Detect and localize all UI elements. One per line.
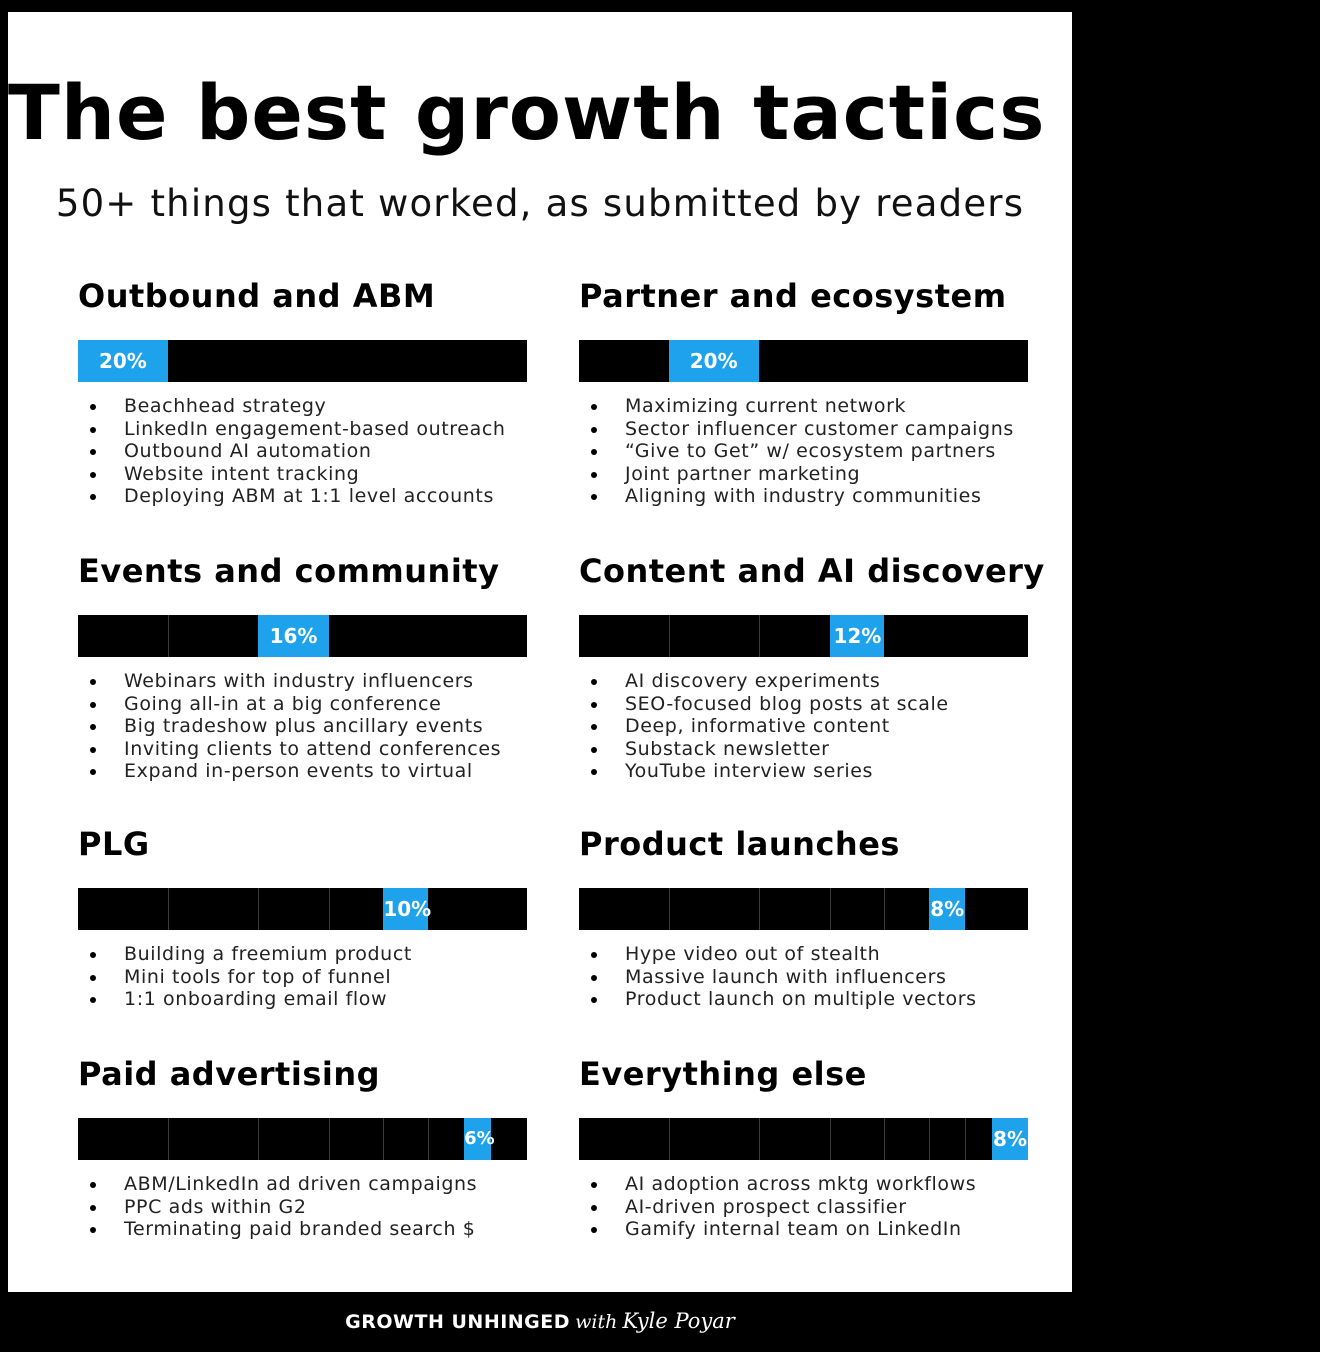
footer-banner — [0, 1292, 1080, 1350]
tactic-item — [579, 395, 1029, 418]
tactic-item — [579, 715, 1029, 738]
tactics-list — [579, 670, 1029, 783]
bullet-icon — [90, 952, 96, 958]
section-paid-advertising — [78, 1052, 528, 1241]
bar-divider — [168, 888, 169, 930]
tactic-item — [579, 485, 1029, 508]
section-title: PLG — [78, 825, 150, 863]
tactic-item — [579, 1173, 1029, 1196]
tactic-text: Maximizing current network — [625, 395, 907, 417]
section-title: Events and community — [78, 552, 500, 590]
share-bar — [78, 888, 527, 930]
bullet-icon — [90, 679, 96, 685]
share-highlight: 16% — [258, 615, 330, 657]
tactic-text: Mini tools for top of funnel — [124, 965, 392, 988]
share-bar — [78, 615, 527, 657]
tactic-item — [579, 738, 1029, 761]
section-everything-else — [579, 1052, 1029, 1241]
bar-divider — [258, 1118, 259, 1160]
tactic-item — [579, 440, 1029, 463]
bullet-icon — [591, 769, 597, 775]
bar-divider — [329, 888, 330, 930]
bullet-icon — [90, 494, 96, 500]
tactic-item — [78, 715, 528, 738]
tactic-text: 1:1 onboarding email flow — [124, 988, 388, 1010]
share-highlight: 12% — [830, 615, 884, 657]
share-highlight: 10% — [383, 888, 428, 930]
bar-divider — [669, 888, 670, 930]
tactic-text: PPC ads within G2 — [124, 1195, 307, 1218]
bar-divider — [428, 1118, 429, 1160]
tactic-text: “Give to Get” w/ ecosystem partners — [625, 440, 996, 462]
section-title: Product launches — [579, 825, 900, 863]
bullet-icon — [591, 747, 597, 753]
tactic-item — [579, 418, 1029, 441]
tactic-text: Sector influencer customer campaigns — [625, 417, 1014, 440]
bullet-icon — [90, 472, 96, 478]
share-bar — [78, 340, 527, 382]
bullet-icon — [90, 747, 96, 753]
section-partner-and-ecosystem — [579, 274, 1029, 508]
tactics-list — [78, 670, 528, 783]
bullet-icon — [591, 724, 597, 730]
tactic-item — [78, 395, 528, 418]
tactic-item — [78, 988, 528, 1011]
bullet-icon — [591, 975, 597, 981]
bar-divider — [965, 1118, 966, 1160]
bullet-icon — [90, 724, 96, 730]
bar-divider — [329, 1118, 330, 1160]
tactic-item — [78, 1173, 528, 1196]
share-highlight: 20% — [669, 340, 759, 382]
tactic-item — [579, 463, 1029, 486]
bar-divider — [830, 888, 831, 930]
bar-divider — [884, 1118, 885, 1160]
bar-divider — [884, 888, 885, 930]
bullet-icon — [90, 769, 96, 775]
footer-author: Kyle Poyar — [622, 1309, 735, 1333]
bar-divider — [168, 1118, 169, 1160]
footer-connector: with — [575, 1311, 618, 1333]
tactics-list — [78, 943, 528, 1011]
bullet-icon — [591, 449, 597, 455]
bullet-icon — [591, 1205, 597, 1211]
tactic-text: Deploying ABM at 1:1 level accounts — [124, 485, 494, 507]
tactic-item — [78, 966, 528, 989]
bar-divider — [669, 1118, 670, 1160]
tactic-text: Big tradeshow plus ancillary events — [124, 715, 484, 737]
share-bar — [579, 888, 1028, 930]
bullet-icon — [90, 1182, 96, 1188]
tactic-text: Gamify internal team on LinkedIn — [625, 1218, 962, 1240]
bullet-icon — [591, 472, 597, 478]
tactic-text: Expand in-person events to virtual — [124, 760, 473, 782]
tactic-item — [579, 760, 1029, 783]
bar-divider — [669, 615, 670, 657]
tactic-item — [78, 485, 528, 508]
bar-divider — [759, 1118, 760, 1160]
tactic-text: AI-driven prospect classifier — [625, 1195, 907, 1218]
tactic-text: Terminating paid branded search $ — [124, 1218, 476, 1240]
tactics-list — [579, 395, 1029, 508]
section-product-launches — [579, 822, 1029, 1011]
tactic-item — [78, 738, 528, 761]
tactic-item — [78, 943, 528, 966]
bullet-icon — [90, 404, 96, 410]
section-title: Outbound and ABM — [78, 277, 436, 315]
bullet-icon — [591, 1182, 597, 1188]
tactic-text: Inviting clients to attend conferences — [124, 737, 502, 760]
tactic-item — [579, 1196, 1029, 1219]
footer-brand: GROWTH UNHINGED — [345, 1311, 571, 1333]
infographic-page — [8, 12, 1320, 1292]
share-highlight: 20% — [78, 340, 168, 382]
bullet-icon — [90, 702, 96, 708]
tactic-item — [78, 693, 528, 716]
tactics-list — [78, 1173, 528, 1241]
tactic-text: Massive launch with influencers — [625, 965, 947, 988]
tactic-item — [78, 463, 528, 486]
tactic-item — [78, 418, 528, 441]
section-plg — [78, 822, 528, 1011]
tactic-text: ABM/LinkedIn ad driven campaigns — [124, 1173, 478, 1195]
tactic-text: Product launch on multiple vectors — [625, 988, 977, 1010]
tactics-list — [579, 1173, 1029, 1241]
bullet-icon — [90, 997, 96, 1003]
share-bar — [579, 615, 1028, 657]
tactic-text: Going all-in at a big conference — [124, 692, 442, 715]
tactics-list — [78, 395, 528, 508]
bullet-icon — [90, 449, 96, 455]
bullet-icon — [591, 952, 597, 958]
bullet-icon — [591, 427, 597, 433]
bullet-icon — [591, 1227, 597, 1233]
tactic-item — [579, 1218, 1029, 1241]
bullet-icon — [90, 1227, 96, 1233]
bullet-icon — [591, 679, 597, 685]
section-events-and-community — [78, 549, 528, 783]
tactic-text: YouTube interview series — [625, 760, 874, 782]
tactic-text: AI discovery experiments — [625, 670, 881, 692]
bullet-icon — [90, 1205, 96, 1211]
bar-divider — [830, 1118, 831, 1160]
tactic-text: Website intent tracking — [124, 462, 360, 485]
bar-divider — [759, 888, 760, 930]
bar-divider — [383, 1118, 384, 1160]
page-subtitle: 50+ things that worked, as submitted by readers — [55, 182, 1025, 225]
share-bar — [579, 1118, 1028, 1160]
bullet-icon — [90, 427, 96, 433]
bar-divider — [168, 615, 169, 657]
tactic-item — [78, 760, 528, 783]
page-title: The best growth tactics of '25 — [8, 68, 1320, 157]
bullet-icon — [90, 975, 96, 981]
bullet-icon — [591, 494, 597, 500]
tactic-text: Outbound AI automation — [124, 440, 372, 462]
tactic-text: Webinars with industry influencers — [124, 670, 474, 692]
section-title: Partner and ecosystem — [579, 277, 1007, 315]
tactic-item — [579, 670, 1029, 693]
section-content-and-ai-discovery — [579, 549, 1045, 783]
section-title: Everything else — [579, 1055, 867, 1093]
share-highlight: 6% — [464, 1118, 491, 1160]
tactic-item — [78, 1196, 528, 1219]
tactic-text: SEO-focused blog posts at scale — [625, 692, 949, 715]
tactic-text: Building a freemium product — [124, 943, 412, 965]
share-highlight: 8% — [929, 888, 965, 930]
share-bar — [78, 1118, 527, 1160]
tactic-text: AI adoption across mktg workflows — [625, 1173, 977, 1195]
bullet-icon — [591, 404, 597, 410]
tactic-text: Deep, informative content — [625, 715, 890, 737]
tactic-text: Beachhead strategy — [124, 395, 327, 417]
tactic-item — [78, 1218, 528, 1241]
share-bar — [579, 340, 1028, 382]
tactic-item — [579, 966, 1029, 989]
tactic-item — [579, 693, 1029, 716]
tactic-text: Aligning with industry communities — [625, 485, 982, 507]
share-highlight: 8% — [992, 1118, 1028, 1160]
tactic-item — [78, 440, 528, 463]
section-outbound-and-abm — [78, 274, 528, 508]
tactic-item — [579, 943, 1029, 966]
tactic-text: Substack newsletter — [625, 737, 830, 760]
bar-divider — [258, 888, 259, 930]
tactic-item — [78, 670, 528, 693]
tactic-text: Joint partner marketing — [625, 462, 861, 485]
bar-divider — [929, 1118, 930, 1160]
tactic-text: Hype video out of stealth — [625, 943, 881, 965]
tactic-text: LinkedIn engagement-based outreach — [124, 417, 506, 440]
bar-divider — [759, 615, 760, 657]
tactics-list — [579, 943, 1029, 1011]
tactic-item — [579, 988, 1029, 1011]
section-title: Content and AI discovery — [579, 552, 1045, 590]
bullet-icon — [591, 702, 597, 708]
section-title: Paid advertising — [78, 1055, 381, 1093]
bullet-icon — [591, 997, 597, 1003]
